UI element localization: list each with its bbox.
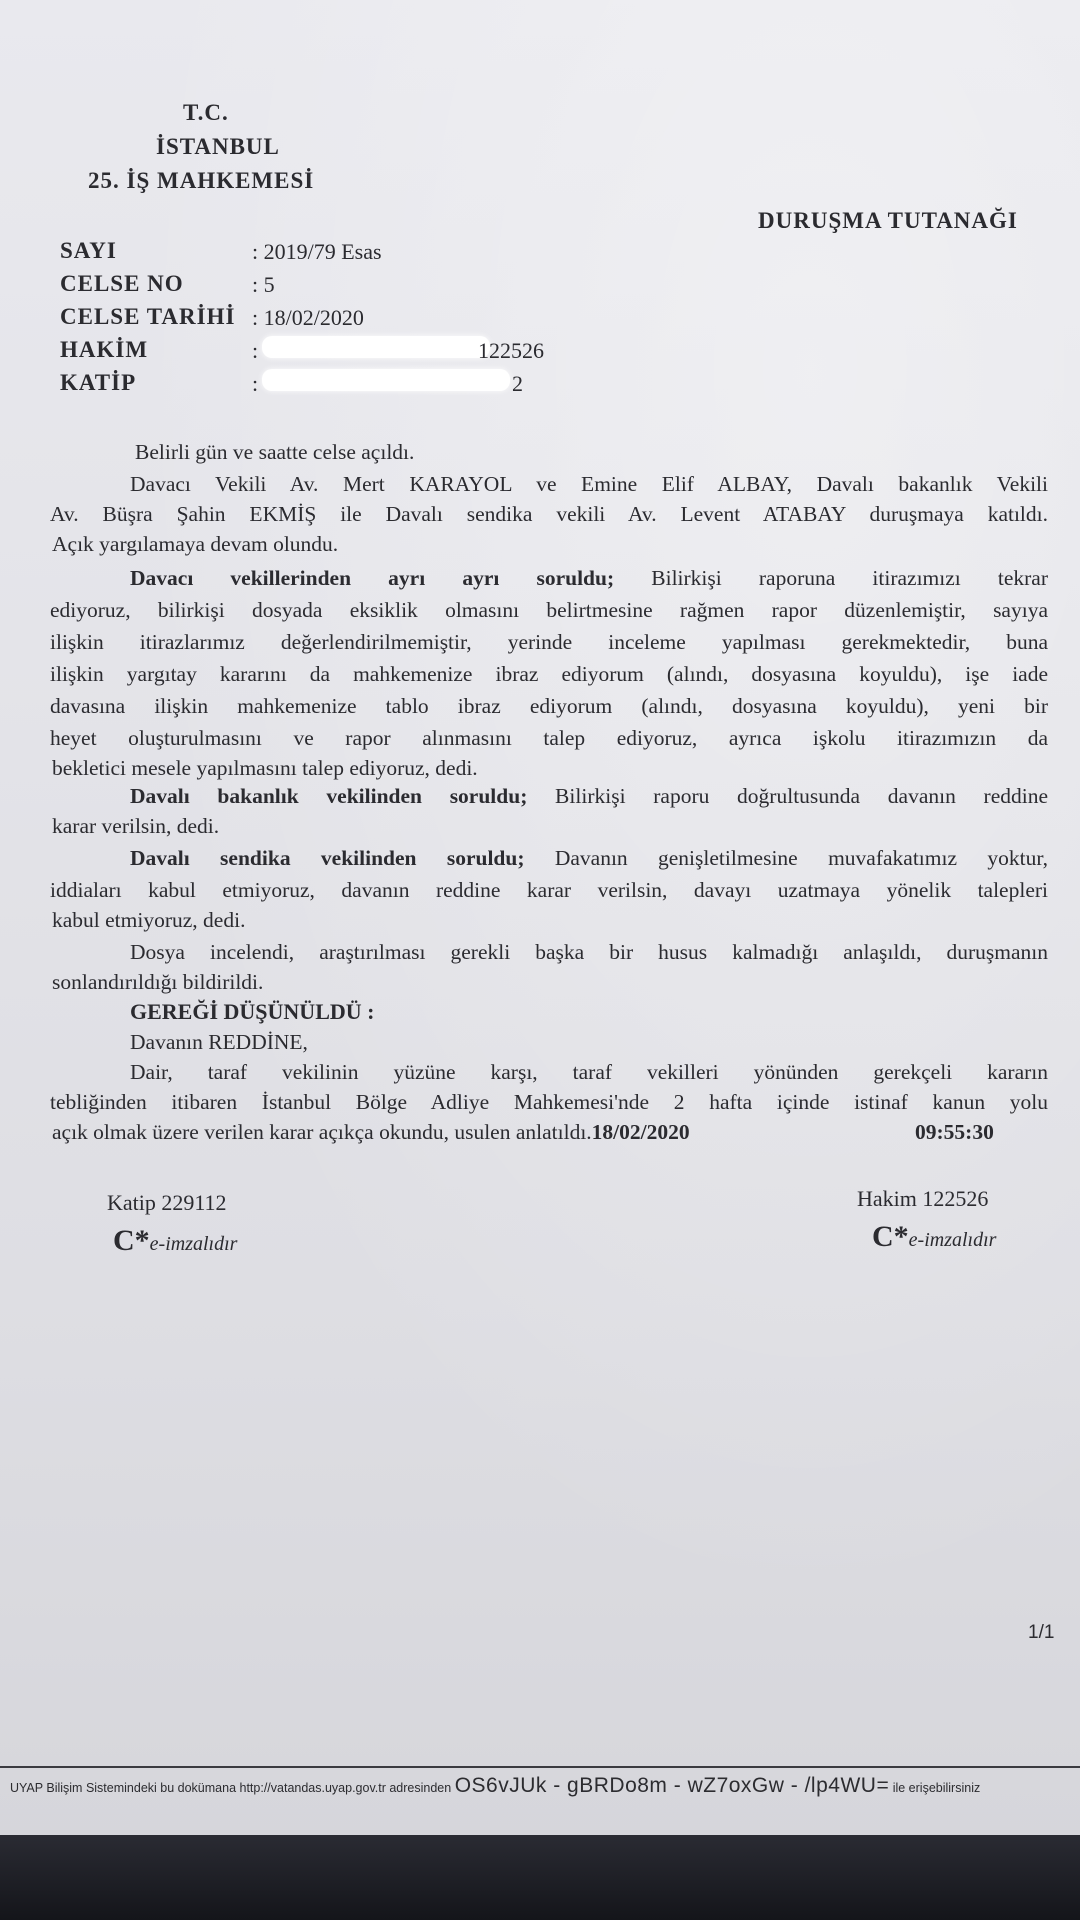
header-city: İSTANBUL <box>156 134 280 159</box>
plaintiff-statement-line-1: Davacı vekillerinden ayrı ayrı soruldu; Bilirkişi raporuna itirazımızı tekrar <box>130 566 1049 590</box>
hakim-redaction <box>262 336 490 358</box>
plaintiff-statement-line-6: heyet oluşturulmasını ve rapor alınmasını talep ediyoruz, ayrıca işkolu itirazımızın da <box>50 726 1048 750</box>
verdict-line-2: tebliğinden itibaren İstanbul Bölge Adliye Mahkemesi'nde 2 hafta içinde istinaf kanun yolu <box>50 1090 1048 1114</box>
page-number: 1/1 <box>1028 1622 1055 1643</box>
katip-signature-label: Katip 229112 <box>107 1190 227 1215</box>
verdict-date: 18/02/2020 <box>591 1120 690 1144</box>
union-statement-line-2: iddiaları kabul etmiyoruz, davanın reddine karar verilsin, davayı uzatmaya yönelik talepleri <box>50 878 1048 902</box>
verification-footer <box>10 1774 980 1798</box>
union-statement-line-1: Davalı sendika vekilinden soruldu; Davanın genişletilmesine muvafakatımız yoktur, <box>130 846 1048 870</box>
katip-id-suffix: 2 <box>512 371 523 396</box>
plaintiff-statement-line-4: ilişkin yargıtay kararını da mahkemenize ibraz ediyorum (alındı, dosyasına koyuldu), işe iade <box>50 662 1048 686</box>
verdict-heading: GEREĞİ DÜŞÜNÜLDÜ : <box>130 999 375 1024</box>
hakim-id-suffix: 122526 <box>478 338 544 363</box>
katip-e-signature: C*e-imzalıdır <box>113 1224 238 1257</box>
hakim-value: : <box>252 338 259 363</box>
union-statement-line-3: kabul etmiyoruz, dedi. <box>52 908 246 932</box>
union-statement-heading: Davalı sendika vekilinden soruldu; <box>130 846 525 870</box>
celse-no-value: : 5 <box>252 272 275 297</box>
plaintiff-statement-heading: Davacı vekillerinden ayrı ayrı soruldu; <box>130 566 615 590</box>
footer-tail-text: ile erişebilirsiniz <box>892 1781 981 1795</box>
desk-surface <box>0 1835 1080 1920</box>
katip-value: : <box>252 371 259 396</box>
celse-tarihi-value: : 18/02/2020 <box>252 305 364 330</box>
sayi-value: : 2019/79 Esas <box>252 239 382 264</box>
header-court: 25. İŞ MAHKEMESİ <box>88 168 315 193</box>
verification-code: OS6vJUk - gBRDo8m - wZ7oxGw - /lp4WU= <box>454 1774 890 1797</box>
plaintiff-statement-line-2: ediyoruz, bilirkişi dosyada eksiklik olmasını belirtmesine rağmen rapor düzenlemiştir, sayıya <box>50 598 1048 622</box>
katip-redaction <box>262 369 510 391</box>
opening-line: Belirli gün ve saatte celse açıldı. <box>135 440 415 464</box>
plaintiff-statement-line-5: davasına ilişkin mahkemenize tablo ibraz ediyorum (alındı, dosyasına koyuldu), yeni bir <box>50 694 1048 718</box>
sayi-label: SAYI <box>60 238 117 263</box>
celse-no-label: CELSE NO <box>60 271 184 296</box>
attendance-line-1: Davacı Vekili Av. Mert KARAYOL ve Emine Elif ALBAY, Davalı bakanlık Vekili <box>130 472 1048 496</box>
katip-label: KATİP <box>60 370 137 395</box>
attendance-line-2: Av. Büşra Şahin EKMİŞ ile Davalı sendika vekili Av. Levent ATABAY duruşmaya katıldı. <box>50 502 1048 526</box>
ministry-statement-line-1: Davalı bakanlık vekilinden soruldu; Bilirkişi raporu doğrultusunda davanın reddine <box>130 784 1049 808</box>
verdict-line-1: Dair, taraf vekilinin yüzüne karşı, taraf vekilleri yönünden gerekçeli kararın <box>130 1060 1048 1084</box>
conclusion-line-2: sonlandırıldığı bildirildi. <box>52 970 264 994</box>
verdict-time: 09:55:30 <box>915 1120 994 1144</box>
plaintiff-statement-line-7: bekletici mesele yapılmasını talep ediyoruz, dedi. <box>52 756 478 780</box>
conclusion-line-1: Dosya incelendi, araştırılması gerekli başka bir husus kalmadığı anlaşıldı, duruşmanın <box>130 940 1048 964</box>
e-signature-mark: C* <box>872 1220 909 1253</box>
hakim-label: HAKİM <box>60 337 149 362</box>
e-signature-mark: C* <box>113 1224 150 1257</box>
header-tc: T.C. <box>183 100 229 125</box>
attendance-line-3: Açık yargılamaya devam olundu. <box>52 532 339 556</box>
verdict-line-3: açık olmak üzere verilen karar açıkça okundu, usulen anlatıldı.18/02/2020 <box>52 1120 690 1144</box>
footer-lead-text: UYAP Bilişim Sistemindeki bu dokümana http://vatandas.uyap.gov.tr adresinden <box>10 1781 452 1795</box>
hakim-signature-label: Hakim 122526 <box>857 1186 989 1211</box>
ministry-statement-line-2: karar verilsin, dedi. <box>52 814 220 838</box>
ministry-statement-heading: Davalı bakanlık vekilinden soruldu; <box>130 784 528 808</box>
verdict-rejection: Davanın REDDİNE, <box>130 1030 308 1054</box>
document-title: DURUŞMA TUTANAĞI <box>758 208 1018 233</box>
hakim-e-signature: C*e-imzalıdır <box>872 1220 997 1253</box>
plaintiff-statement-line-3: ilişkin itirazlarımız değerlendirilmemiştir, yerinde inceleme yapılması gerekmektedir, buna <box>50 630 1048 654</box>
footer-divider <box>0 1766 1080 1768</box>
celse-tarihi-label: CELSE TARİHİ <box>60 304 236 329</box>
